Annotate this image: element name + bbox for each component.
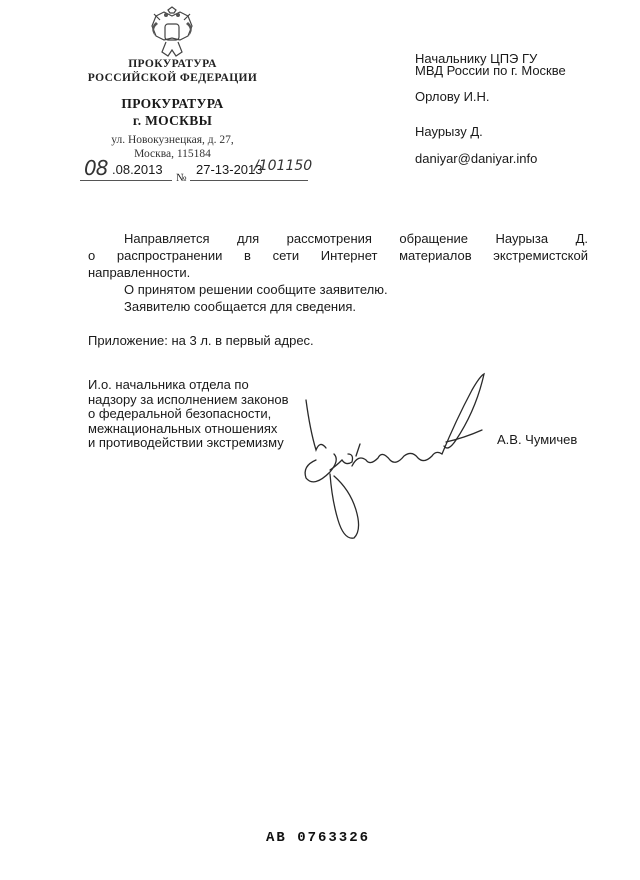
office-name-line-2: г. МОСКВЫ [132,113,213,128]
recipient-name: Орлову И.Н. [415,89,490,104]
address-line-2: Москва, 115184 [134,148,211,160]
body-para-2: О принятом решении сообщите заявителю. [124,282,388,297]
handwritten-registration-suffix: /101150 [254,158,313,174]
cc-email: daniyar@daniyar.info [415,151,538,166]
org-name-line-1: ПРОКУРАТУРА [128,58,217,70]
signatory-title-line-5: и противодействии экстремизму [88,435,284,450]
date-underline [80,180,172,181]
handwritten-signature [296,370,496,550]
body-para-3: Заявителю сообщается для сведения. [124,299,357,314]
body-para-1-line-3: направленности. [88,265,191,280]
cc-name: Наурызу Д. [415,124,483,139]
body-para-1-line-1: Направляется для рассмотрения обращение Наурыза Д. [124,231,588,246]
address-line-1: ул. Новокузнецкая, д. 27, [111,134,234,146]
attachment-note: Приложение: на 3 л. в первый адрес. [88,333,314,348]
signatory-title-line-3: о федеральной безопасности, [88,406,272,421]
office-name-line-1: ПРОКУРАТУРА [121,96,224,111]
signatory-title [88,378,308,451]
handwritten-date-day: 08 [84,156,108,180]
form-serial-number: АВ 0763326 [266,830,371,846]
recipient-line-2: МВД России по г. Москве [415,63,566,78]
signer-name: А.В. Чумичев [497,432,578,447]
signatory-title-line-4: межнациональных отношениях [88,420,278,436]
number-underline [190,180,308,181]
signatory-title-line-1: И.о. начальника отдела по [88,377,249,392]
date-printed: .08.2013 [112,162,163,177]
recipient-line-1: Начальнику ЦПЭ ГУ [415,51,538,66]
coat-of-arms-emblem [146,6,198,62]
org-name-line-2: РОССИЙСКОЙ ФЕДЕРАЦИИ [87,72,258,84]
signatory-title-line-2: надзору за исполнением законов [88,391,289,407]
number-sign: № [176,172,187,184]
registration-number: 27-13-2013 [196,162,263,177]
body-para-1-line-2: о распространении в сети Интернет материалов экстремистской [88,248,588,263]
